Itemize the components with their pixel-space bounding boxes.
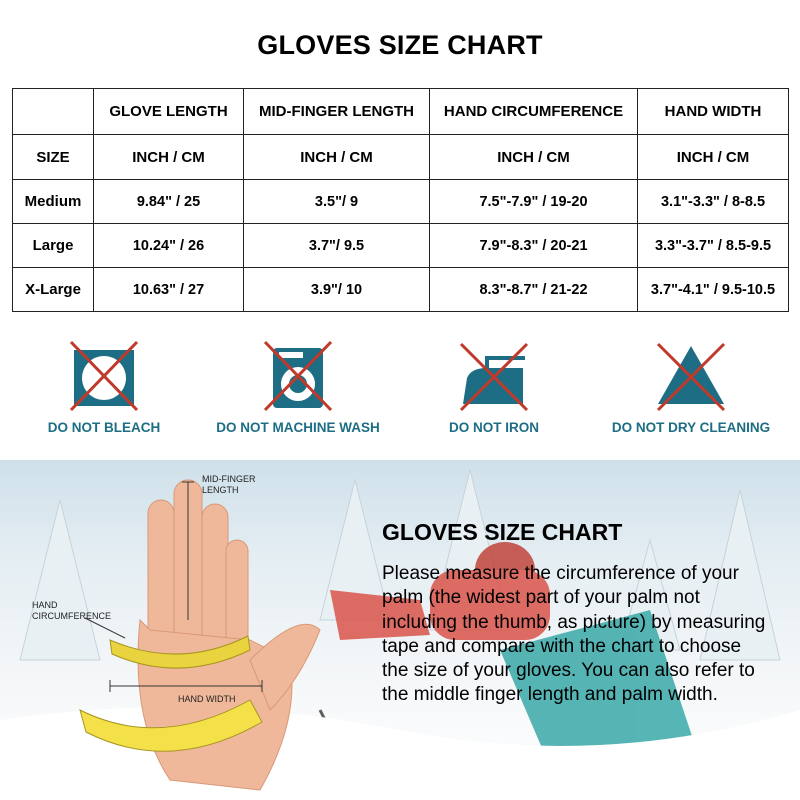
table-unit-cell: INCH / CM bbox=[638, 135, 789, 180]
width-cell: 3.3"-3.7" / 8.5-9.5 bbox=[638, 224, 789, 268]
glove-length-cell: 10.63" / 27 bbox=[94, 268, 244, 312]
glove-length-cell: 9.84" / 25 bbox=[94, 180, 244, 224]
table-header-row bbox=[13, 89, 789, 135]
circumference-cell: 7.9"-8.3" / 20-21 bbox=[430, 224, 638, 268]
care-label: DO NOT IRON bbox=[449, 420, 539, 435]
hand-circumference-label: HAND CIRCUMFERENCE bbox=[32, 600, 112, 621]
mid-finger-cell: 3.9"/ 10 bbox=[244, 268, 430, 312]
size-chart-table bbox=[12, 88, 789, 312]
table-unit-cell: INCH / CM bbox=[430, 135, 638, 180]
no-bleach-icon bbox=[69, 340, 139, 412]
hand-illustration bbox=[0, 460, 360, 800]
care-no-dry-cleaning bbox=[591, 340, 791, 435]
care-no-iron bbox=[394, 340, 594, 435]
glove-length-cell: 10.24" / 26 bbox=[94, 224, 244, 268]
table-unit-cell: SIZE bbox=[13, 135, 94, 180]
mid-finger-length-label: MID-FINGER LENGTH bbox=[202, 474, 256, 495]
care-label: DO NOT MACHINE WASH bbox=[216, 420, 380, 435]
size-cell: Large bbox=[13, 224, 94, 268]
no-machine-wash-icon bbox=[263, 340, 333, 412]
care-no-bleach bbox=[4, 340, 204, 435]
size-cell: X-Large bbox=[13, 268, 94, 312]
table-unit-cell: INCH / CM bbox=[94, 135, 244, 180]
table-header-cell bbox=[13, 89, 94, 135]
table-unit-row bbox=[13, 135, 789, 180]
no-dry-cleaning-icon bbox=[654, 340, 728, 412]
table-header-cell: HAND WIDTH bbox=[638, 89, 789, 135]
care-label: DO NOT DRY CLEANING bbox=[611, 420, 771, 435]
page-title: GLOVES SIZE CHART bbox=[257, 30, 543, 60]
circumference-cell: 8.3"-8.7" / 21-22 bbox=[430, 268, 638, 312]
mid-finger-cell: 3.5"/ 9 bbox=[244, 180, 430, 224]
circumference-cell: 7.5"-7.9" / 19-20 bbox=[430, 180, 638, 224]
table-header-cell: GLOVE LENGTH bbox=[94, 89, 244, 135]
size-cell: Medium bbox=[13, 180, 94, 224]
table-header-cell: HAND CIRCUMFERENCE bbox=[430, 89, 638, 135]
table-row bbox=[13, 268, 789, 312]
care-no-machine-wash bbox=[198, 340, 398, 435]
width-cell: 3.1"-3.3" / 8-8.5 bbox=[638, 180, 789, 224]
care-label: DO NOT BLEACH bbox=[47, 420, 161, 435]
table-unit-cell: INCH / CM bbox=[244, 135, 430, 180]
table-row bbox=[13, 224, 789, 268]
table-header-cell: MID-FINGER LENGTH bbox=[244, 89, 430, 135]
guide-title: GLOVES SIZE CHART bbox=[382, 519, 623, 545]
no-iron-icon bbox=[457, 340, 531, 412]
width-cell: 3.7"-4.1" / 9.5-10.5 bbox=[638, 268, 789, 312]
table-row bbox=[13, 180, 789, 224]
guide-text: Please measure the circumference of your palm (the widest part of your palm not including the thumb, as picture) by measuring tape and compare with the chart to choose the size of your gloves. You can also refer to the middle finger length and palm width. bbox=[382, 563, 766, 706]
hand-width-label: HAND WIDTH bbox=[178, 694, 236, 704]
mid-finger-cell: 3.7"/ 9.5 bbox=[244, 224, 430, 268]
